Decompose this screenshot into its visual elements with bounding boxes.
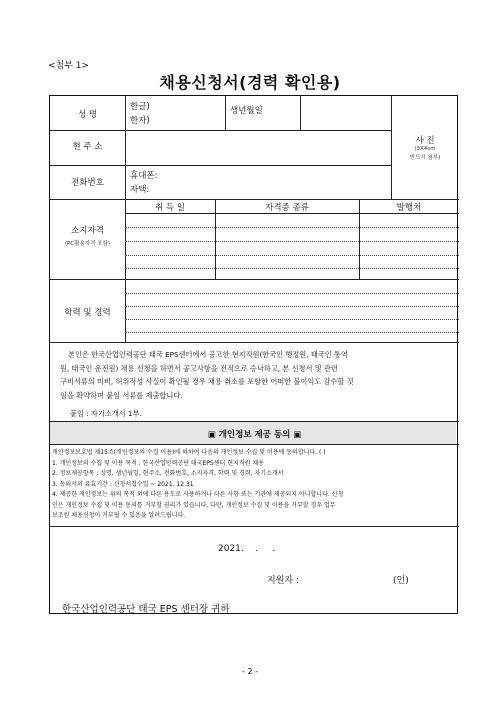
name-label: 성 명 bbox=[77, 110, 98, 120]
education-row[interactable] bbox=[125, 332, 459, 333]
cert-header-issuer: 발행처 bbox=[396, 203, 422, 213]
date-field[interactable]: 2021. . . bbox=[218, 544, 276, 554]
photo-label: 사 진 bbox=[415, 136, 435, 146]
name-hanja-field[interactable]: 한자) bbox=[130, 116, 150, 126]
consent-text bbox=[52, 448, 456, 522]
cert-row[interactable] bbox=[125, 255, 459, 256]
consent-line: 인은 개인정보 수집 및 이용 동의를 거부할 권리가 있습니다. 다만, 개인정보 수집 및 이용을 거부할 경우 업무 bbox=[52, 501, 336, 509]
phone-label: 전화번호 bbox=[71, 178, 104, 188]
education-row[interactable] bbox=[125, 306, 459, 307]
home-phone-field[interactable]: 자택: bbox=[130, 185, 150, 195]
seal-mark: (인) bbox=[393, 576, 409, 586]
consent-line: 개인정보보호법 제15조(개인정보의 수집 이용)에 의하여 다음의 개인정보 수집 및 이용에 동의합니다. ( ) bbox=[52, 449, 326, 456]
consent-line: 보조원 채용신청이 거부될 수 있음을 알려드립니다. bbox=[52, 512, 186, 519]
cert-header-date: 취 득 일 bbox=[154, 203, 186, 213]
declaration-line: 구비서류의 미비, 허위작성 사실이 확인될 경우 채용 취소를 포함한 어떠한 불이익도 감수할 것 bbox=[60, 377, 354, 386]
education-row[interactable] bbox=[125, 319, 459, 320]
page-number: - 2 - bbox=[242, 667, 258, 676]
cert-header-type: 자격증 종류 bbox=[265, 203, 309, 213]
attachment-label: <첨부 1> bbox=[48, 61, 90, 71]
declaration-line: 임을 확약하며 붙임 서류를 제출합니다. bbox=[60, 390, 183, 400]
attachment-note: 붙임 : 자기소개서 1부. bbox=[70, 409, 142, 418]
applicant-label: 지원자 : bbox=[267, 576, 299, 586]
recipient: 한국산업인력공단 태국 EPS 센터장 귀하 bbox=[62, 604, 230, 615]
document-title: 채용신청서(경력 확인용) bbox=[159, 73, 341, 92]
certificates-label: 소지자격 bbox=[71, 226, 104, 236]
cert-row[interactable] bbox=[125, 227, 459, 228]
education-row[interactable] bbox=[125, 293, 459, 294]
consent-line: 4. 제공한 개인정보는 위의 목적 외에 다른 용도로 사용하거나 다른 사항 또는 기관에 제공되지 아니합니다. 신청 bbox=[52, 491, 344, 498]
consent-heading: ▣ 개인정보 제공 동의 ▣ bbox=[207, 430, 302, 440]
consent-line: 1. 개인정보의 수집 및 이용 목적 : 한국산업인력공단 태국EPS센터 현지직원 채용 bbox=[52, 459, 264, 467]
photo-size: (3X4cm bbox=[414, 146, 436, 152]
declaration-text bbox=[60, 348, 450, 402]
consent-line: 2. 정보제공항목 : 성명, 생년월일, 현주소, 전화번호, 소지자격, 학력 및 경력, 자기소개서 bbox=[52, 470, 284, 477]
name-korean-field[interactable]: 한글) bbox=[130, 102, 150, 112]
certificates-sub-label: (PC활용자격 포함) bbox=[64, 241, 111, 247]
address-label: 현 주 소 bbox=[72, 142, 103, 152]
photo-note: 반드시 첨부) bbox=[409, 155, 441, 161]
declaration-line: 원, 태국인 운전원) 채용 신청을 하면서 공고사항을 전적으로 승낙하고, 본 신청서 및 관련 bbox=[60, 363, 338, 373]
mobile-field[interactable]: 휴대폰: bbox=[130, 171, 158, 181]
application-form bbox=[49, 95, 458, 614]
education-label: 학력 및 경력 bbox=[64, 308, 111, 318]
cert-row[interactable] bbox=[125, 241, 459, 242]
consent-line: 3. 동의서의 유효기간 : 신청서접수일 ~ 2021. 12.31 bbox=[52, 480, 194, 488]
declaration-line: 본인은 한국산업인력공단 태국 EPS센터에서 공고한 현지직원(한국인 행정원, 태국인 통역 bbox=[68, 350, 348, 359]
birth-label: 생년월일 bbox=[230, 106, 263, 116]
cert-row[interactable] bbox=[125, 268, 459, 269]
